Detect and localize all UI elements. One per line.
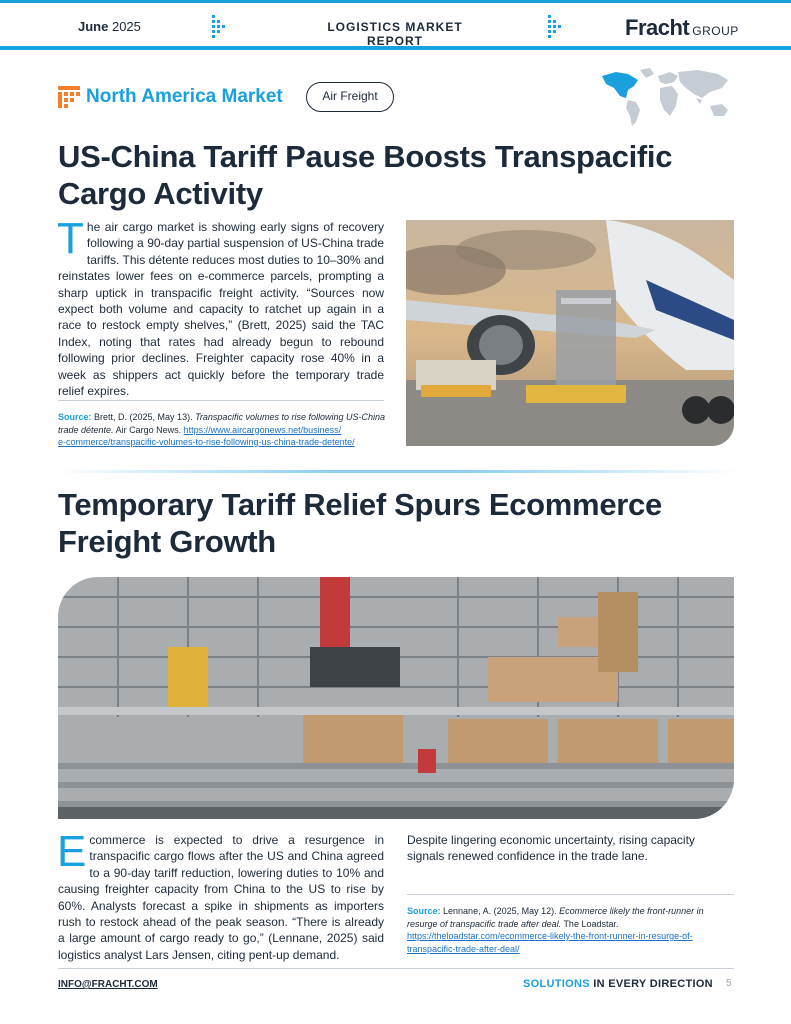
article1-source-link[interactable]: e-commerce/transpacific-volumes-to-rise-following-us-china-trade-detente/ <box>58 437 355 447</box>
report-title: LOGISTICS MARKET REPORT <box>327 20 463 48</box>
footer-divider <box>58 968 734 969</box>
world-map-icon <box>598 66 734 128</box>
article1-source-link[interactable]: https://www.aircargonews.net/business/ <box>183 424 342 435</box>
region-grid-icon <box>58 86 80 108</box>
region-title: North America Market <box>86 86 283 107</box>
issue-date: June 2025 <box>78 19 141 34</box>
page-header <box>0 0 791 50</box>
article2-source-link[interactable]: transpacific-trade-after-deal/ <box>407 943 520 954</box>
fracht-logo: Fracht GROUP <box>625 15 739 40</box>
article2-body-right: Despite lingering economic uncertainty, rising capacity signals renewed confidence in the trade lane. <box>407 833 695 864</box>
section-divider <box>58 470 738 473</box>
source-divider <box>58 400 384 401</box>
article2-headline: Temporary Tariff Relief Spurs Ecommerce Freight Growth <box>58 487 662 559</box>
article2-source: Source: Lennane, A. (2025, May 12). Ecommerce likely the front-runner in resurge of transpacific trade after deal. The Loadstar. https://theloadstar.com/ecommerce-likely-the-front-runner-in-resurge-of- transpacific-trade-after-deal/ <box>407 906 704 954</box>
source-divider <box>407 894 734 895</box>
article2-source-link[interactable]: https://theloadstar.com/ecommerce-likely-the-front-runner-in-resurge-of- <box>407 931 693 941</box>
article1-body: The air cargo market is showing early signs of recovery following a 90-day partial suspension of US-China trade tariffs. This détente reduces most duties to 10–30% and reinstates lower fees on e-commerce parcels, prompting a sharp uptick in transpacific freight activity. “Sources now expect both volume and capacity to ratchet up again in a race to restock empty shelves,” (Brett, 2025) said the TAC Index, noting that rates had already begun to rebound following prior declines. Freighter capacity rose 40% in a week as shippers act quickly before the temporary trade relief expires. <box>57 214 384 399</box>
article1-headline: US-China Tariff Pause Boosts Transpacific Cargo Activity <box>58 139 673 211</box>
article2-body-left: Ecommerce is expected to drive a resurgence in transpacific cargo flows after the US and China agreed to a 90-day tariff reduction, lowering duties to 10% and causing freighter capacity from China to the US to rise by 60%. Analysts forecast a spike in shipments as importers rush to restock ahead of the peak season. “There is already a large amount of cargo ready to go,” (Lennane, 2025) said logistics analyst Lars Jensen, citing pent-up demand. <box>57 827 384 962</box>
footer-tagline: SOLUTIONS IN EVERY DIRECTION <box>523 978 713 990</box>
contact-email-link[interactable]: INFO@FRACHT.COM <box>58 979 158 990</box>
air-cargo-loading-photo <box>406 220 734 446</box>
dropcap: E <box>57 827 87 876</box>
category-tag: Air Freight <box>306 82 394 112</box>
page-number: 5 <box>726 978 732 989</box>
dropcap: T <box>57 214 84 263</box>
region-label <box>58 82 283 112</box>
warehouse-conveyor-photo <box>58 577 734 819</box>
article1-source: Source: Brett, D. (2025, May 13). Transpacific volumes to rise following US-China trade détente. Air Cargo News. https://www.aircargonews.net/business/ e-commerce/transpacific-volumes-to-rise-following-us-china-trade-detente/ <box>58 412 385 447</box>
